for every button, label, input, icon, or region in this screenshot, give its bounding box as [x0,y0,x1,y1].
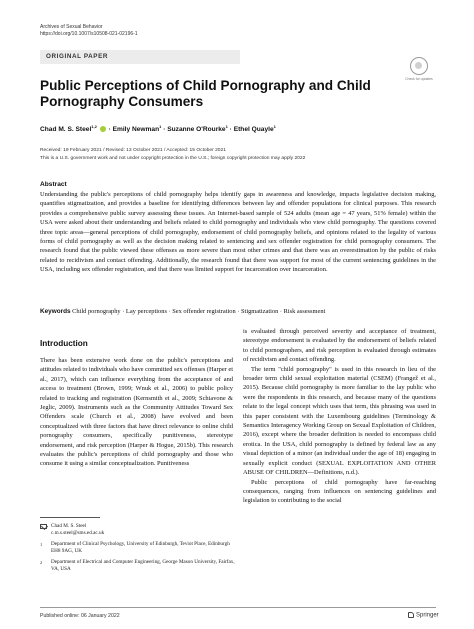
journal-name: Archives of Sexual Behavior [40,24,103,30]
mail-icon [40,524,47,529]
affiliations [40,523,235,576]
paragraph: The term "child pornography" is used in this research in lieu of the broader term child sexual exploitation material (CSEM) (Frangež et al., 2015). Because child pornography is more familiar to the lay public who were the respondents in this research, and because many of the questions relate to the legal concept which uses that term, this phrasing was used in this paper consistent with the Luxembourg guidelines (Terminology & Semantics Interagency Working Group on Sexual Exploitation of Children, 2016), except where the broader definition is needed to encompass child erotica. In the USA, child pornography is defined by federal law as any visual depiction of a minor (an individual under the age of 18) engaging in sexually explicit conduct (SEXUAL EXPLOITATION AND OTHER ABUSE OF CHILDREN—Definitions, n.d.). [243,365,436,477]
doi-link[interactable]: https://doi.org/10.1007/s10508-021-02196-1 [40,31,138,37]
affiliation-number: 2 [40,559,43,565]
author-name[interactable]: Emily Newman [112,126,160,134]
badge-label: ORIGINAL PAPER [46,53,109,60]
abstract-heading: Abstract [40,181,67,188]
author-name[interactable]: Suzanne O'Rourke [167,126,226,134]
author-list: Chad M. S. Steel$^{1,2}$ · Emily Newman$^1$ · Suzanne O'Rourke$^1$ · Ethel Quayle$^1$ [40,124,276,134]
keywords [40,308,325,315]
affiliation-number: 1 [40,541,43,547]
dates-line: Received: 19 February 2021 / Revised: 13 October 2021 / Accepted: 15 October 2021 [40,148,226,153]
check-for-updates-button[interactable] [403,57,435,81]
paragraph: There has been extensive work done on the public's perceptions and attitudes related to individuals who have committed sex offenses (Harper et al., 2017), which can influence everything from the acceptance of and access to treatment (Brown, 1999; Wnuk et al., 2006) to public policy related to tracking and registration (Kernsmith et al., 2009; Schiavone & Jeglic, 2009). Instruments such as the Community Attitudes Toward Sex Offenders scale (Church et al., 2008) have evolved and been conceptualized with three factors that have direct relevance to online child pornography consumers, specifically punitiveness, stereotype endorsement, and risk perception (Harper & Hogue, 2015b). This research evaluates the public's perceptions of child pornography and those who consume it using a similar conceptualization. Punitiveness [40,357,233,468]
journal-header [40,24,138,38]
footer-divider [40,607,436,608]
check-updates-label: Check for updates [405,77,433,81]
paragraph: Public perceptions of child pornography have far-reaching consequences, ranging from influences on sentencing guidelines and legislation to contributing to the social [243,478,436,505]
published-date: Published online: 06 January 2022 [40,613,120,619]
copyright-line: This is a U.S. government work and not under copyright protection in the U.S.; foreign copyright protection may apply 2022 [40,155,306,161]
correspondence-name: Chad M. S. Steel [51,523,87,529]
author-affiliation-mark: 1 [273,124,276,129]
paper-title: Public Perceptions of Child Pornography and Child Pornography Consumers [40,78,371,109]
author-affiliation-mark: 1 [225,124,228,129]
affiliation-item [40,559,235,574]
affiliation-text: Department of Electrical and Computer Engineering, George Mason University, Fairfax, VA, USA [51,558,235,573]
springer-horse-icon [408,612,414,618]
author-affiliation-mark: 1 [159,124,162,129]
publisher-logo[interactable] [408,612,439,619]
section-heading: Introduction [40,339,88,348]
author-name[interactable]: Chad M. S. Steel [40,126,92,134]
left-column [40,356,233,469]
orcid-icon[interactable] [100,126,106,132]
author-name[interactable]: Ethel Quayle [233,126,274,134]
footnote-divider [40,517,100,518]
check-updates-icon [410,57,428,75]
paragraph: is evaluated through perceived severity and acceptance of treatment, stereotype endorsement is evaluated by the endorsement of beliefs related to child pornographers, and risk perception is evaluated through estimates of recidivism and contact offending. [243,328,436,364]
article-type-badge [40,50,240,64]
article-dates [40,147,305,162]
keywords-list: Child pornography · Lay perceptions · Sex offender registration · Stigmatization · Risk assessment [72,308,326,315]
right-column [243,327,436,506]
author-affiliation-mark: 1,2 [91,124,97,129]
correspondence [40,523,235,538]
correspondence-email[interactable]: c.m.s.steel@sms.ed.ac.uk [51,530,105,537]
abstract-text: Understanding the public's perceptions of child pornography helps identify gaps in awareness and knowledge, impacts legislative decision making, quantifies stigmatization, and provides a baseline for identifying differences between lay and offender populations for clinical purposes. This research provides a comprehensive public survey assessing these issues. An Internet-based sample of 524 adults (mean age = 47 years, 51% female) within the USA were asked about their understanding and beliefs related to child pornography and individuals who view child pornography. The questions covered three topic areas—general perceptions of child pornography, endorsement of child pornography beliefs, and opinions related to the legality of various forms of child pornography as well as the decision making related to sentencing and sex offender registration for child pornography consumers. The research found that the public viewed these offenses as more severe than most other crimes and that there was an overestimation by the public of risks related to recidivism and contact offending. Additionally, the research found that there was support for most of the current sentencing guidelines in the USA, including sex offender registration, and that there was limited support for incarceration over incarceration. [40,191,436,274]
publisher-name: Springer [416,612,439,619]
affiliation-text: Department of Clinical Psychology, University of Edinburgh, Teviot Place, Edinburgh EH8 9AG, UK [51,540,230,555]
affiliation-item [40,541,235,556]
keywords-label: Keywords [40,308,71,315]
